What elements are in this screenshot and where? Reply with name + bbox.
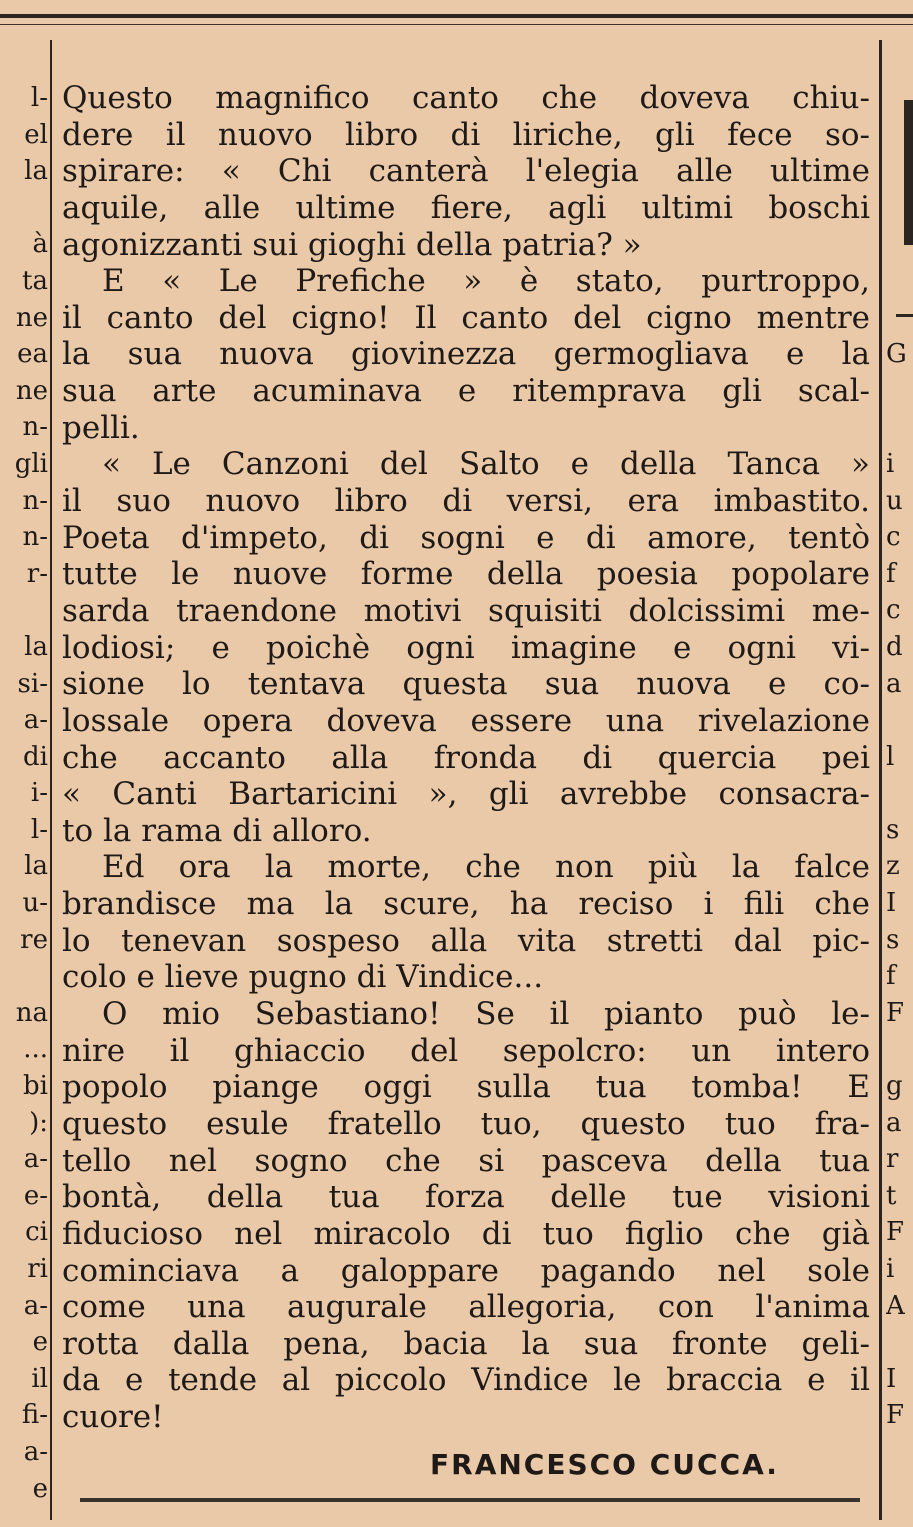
right-fragment bbox=[886, 373, 913, 410]
right-fragment: c bbox=[886, 595, 901, 626]
article-line: lodiosi; e poichè ogni imagine e ogni vi- bbox=[62, 629, 870, 666]
left-fragment: à bbox=[32, 229, 48, 260]
left-fragment: e bbox=[32, 1327, 48, 1358]
right-fragment: A bbox=[886, 1290, 905, 1321]
right-fragment: s bbox=[886, 924, 900, 955]
left-fragment: si- bbox=[17, 668, 48, 699]
right-fragment bbox=[886, 117, 913, 154]
left-fragment: l- bbox=[30, 83, 48, 113]
left-fragment: gli bbox=[14, 448, 48, 479]
article-line: « Canti Bartaricini », gli avrebbe consacra- bbox=[62, 776, 870, 813]
right-fragment: d bbox=[886, 631, 903, 662]
article-line: bontà, della tua forza delle tue visioni bbox=[62, 1179, 870, 1216]
right-fragment: a bbox=[886, 1107, 902, 1138]
left-fragment: a- bbox=[23, 1436, 48, 1467]
article-line: tutte le nuove forme della poesia popolare bbox=[62, 556, 870, 593]
left-fragment: i- bbox=[30, 778, 48, 809]
article-line: agonizzanti sui gioghi della patria? » bbox=[62, 226, 642, 263]
right-fragment: G bbox=[886, 339, 907, 370]
left-fragment: la bbox=[24, 851, 48, 882]
right-fragment: l bbox=[886, 741, 895, 772]
article-column bbox=[62, 80, 870, 1436]
column-rule-left bbox=[50, 40, 52, 1520]
article-line: cuore! bbox=[62, 1399, 164, 1436]
article-line: brandisce ma la scure, ha reciso i fili che bbox=[62, 886, 870, 923]
right-fragment: i bbox=[886, 1254, 895, 1284]
article-line: aquile, alle ultime fiere, agli ultimi boschi bbox=[62, 189, 870, 226]
right-column-fragments bbox=[886, 80, 913, 1434]
right-fragment bbox=[886, 1031, 913, 1068]
left-fragment: na bbox=[15, 997, 48, 1028]
article-line: come una augurale allegoria, con l'anima bbox=[62, 1289, 870, 1326]
top-rule-thin bbox=[0, 24, 913, 25]
left-fragment: ne bbox=[15, 302, 48, 333]
article-line: E « Le Prefiche » è stato, purtroppo, bbox=[102, 263, 870, 300]
left-fragment: ri bbox=[27, 1254, 48, 1284]
article-line: da e tende al piccolo Vindice le braccia e il bbox=[62, 1362, 870, 1399]
article-line: O mio Sebastiano! Se il pianto può le- bbox=[102, 996, 870, 1033]
right-fragment: r bbox=[886, 1144, 899, 1175]
right-fragment: u bbox=[886, 485, 903, 516]
article-line: sarda traendone motivi squisiti dolcissimi me- bbox=[62, 592, 870, 629]
article-line: popolo piange oggi sulla tua tomba! E bbox=[62, 1069, 870, 1106]
article-line: pelli. bbox=[62, 409, 140, 446]
right-fragment: c bbox=[886, 522, 901, 553]
right-fragment bbox=[886, 409, 913, 446]
right-fragment: F bbox=[886, 1400, 905, 1431]
article-line: la sua nuova giovinezza germogliava e la bbox=[62, 336, 870, 373]
article-line: il suo nuovo libro di versi, era imbastito. bbox=[62, 483, 870, 520]
right-fragment bbox=[886, 190, 913, 227]
left-fragment: l- bbox=[30, 814, 48, 845]
left-fragment bbox=[0, 592, 48, 629]
article-line: nire il ghiaccio del sepolcro: un intero bbox=[62, 1032, 870, 1069]
right-fragment: f bbox=[886, 961, 896, 992]
article-line: to la rama di alloro. bbox=[62, 812, 372, 849]
left-fragment: el bbox=[24, 119, 48, 150]
left-fragment: ta bbox=[22, 265, 48, 296]
right-fragment bbox=[886, 226, 913, 263]
article-line: dere il nuovo libro di liriche, gli fece so- bbox=[62, 116, 870, 153]
left-fragment: r- bbox=[26, 558, 48, 589]
author-signature: FRANCESCO CUCCA. bbox=[430, 1448, 779, 1481]
article-line: rotta dalla pena, bacia la sua fronte geli- bbox=[62, 1325, 870, 1362]
left-fragment: re bbox=[20, 924, 48, 955]
right-fragment bbox=[886, 775, 913, 812]
left-fragment: a- bbox=[23, 1290, 48, 1321]
left-fragment: ... bbox=[23, 1034, 48, 1065]
left-fragment: u- bbox=[22, 888, 48, 919]
article-line: « Le Canzoni del Salto e della Tanca » bbox=[102, 446, 870, 483]
article-line: il canto del cigno! Il canto del cigno mentre bbox=[62, 299, 870, 336]
article-line: tello nel sogno che si pasceva della tua bbox=[62, 1142, 870, 1179]
left-fragment: a- bbox=[23, 1144, 48, 1175]
left-fragment: n- bbox=[22, 485, 48, 516]
bottom-rule bbox=[80, 1498, 860, 1502]
article-line: Questo magnifico canto che doveva chiu- bbox=[62, 80, 870, 116]
article-line: che accanto alla fronda di quercia pei bbox=[62, 739, 870, 776]
top-rule bbox=[0, 14, 913, 18]
article-line: lossale opera doveva essere una rivelazione bbox=[62, 702, 870, 739]
article-line: sua arte acuminava e ritemprava gli scal- bbox=[62, 373, 870, 410]
right-fragment: a bbox=[886, 668, 902, 699]
right-fragment bbox=[886, 80, 913, 117]
right-fragment bbox=[886, 1324, 913, 1361]
right-fragment: s bbox=[886, 814, 900, 845]
article-line: spirare: « Chi canterà l'elegia alle ultime bbox=[62, 153, 870, 190]
article-line: sione lo tentava questa sua nuova e co- bbox=[62, 666, 870, 703]
left-fragment: e- bbox=[23, 1180, 48, 1211]
left-fragment: n- bbox=[22, 522, 48, 553]
right-fragment bbox=[886, 263, 913, 300]
left-fragment: bi bbox=[23, 1071, 48, 1102]
right-fragment bbox=[886, 702, 913, 739]
left-fragment: la bbox=[24, 631, 48, 662]
right-fragment: t bbox=[886, 1180, 897, 1211]
column-rule-right bbox=[879, 40, 882, 1520]
left-fragment: ne bbox=[15, 375, 48, 406]
left-fragment: fi- bbox=[21, 1400, 48, 1431]
article-line: fiducioso nel miracolo di tuo figlio che già bbox=[62, 1215, 870, 1252]
article-line: questo esule fratello tuo, questo tuo fra- bbox=[62, 1105, 870, 1142]
right-fragment: F bbox=[886, 1217, 905, 1248]
left-fragment bbox=[0, 958, 48, 995]
article-line: cominciava a galoppare pagando nel sole bbox=[62, 1252, 870, 1289]
right-fragment: i bbox=[886, 448, 895, 479]
right-fragment: g bbox=[886, 1071, 903, 1102]
right-fragment: f bbox=[886, 558, 896, 589]
left-column-fragments bbox=[0, 80, 48, 1507]
left-fragment: ci bbox=[25, 1217, 48, 1248]
left-fragment: a- bbox=[23, 705, 48, 736]
right-fragment: I bbox=[886, 888, 897, 919]
article-line: lo tenevan sospeso alla vita stretti dal pic- bbox=[62, 922, 870, 959]
left-fragment: la bbox=[24, 156, 48, 187]
right-fragment: I bbox=[886, 1363, 897, 1394]
right-fragment bbox=[886, 153, 913, 190]
article-line: Ed ora la morte, che non più la falce bbox=[102, 849, 870, 886]
right-fragment bbox=[886, 300, 913, 337]
article-line: colo e lieve pugno di Vindice... bbox=[62, 959, 544, 996]
left-fragment: e bbox=[32, 1473, 48, 1504]
left-fragment: ): bbox=[29, 1107, 48, 1138]
left-fragment: n- bbox=[22, 412, 48, 443]
left-fragment: di bbox=[23, 741, 48, 772]
article-line: Poeta d'impeto, di sogni e di amore, tentò bbox=[62, 519, 870, 556]
left-fragment: ea bbox=[17, 339, 48, 370]
left-fragment bbox=[0, 190, 48, 227]
right-fragment: F bbox=[886, 997, 905, 1028]
left-fragment: il bbox=[31, 1363, 48, 1394]
right-fragment: z bbox=[886, 851, 900, 882]
